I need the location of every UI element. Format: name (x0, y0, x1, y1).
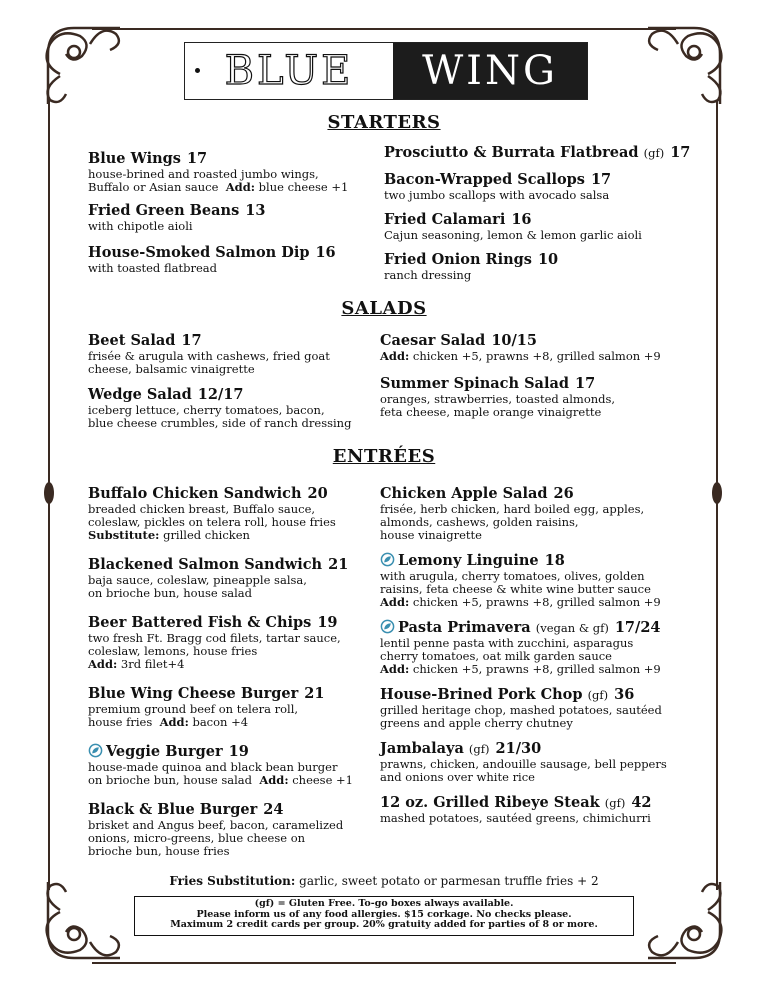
item-price: 21 (304, 685, 325, 702)
item-name: Bacon-Wrapped Scallops (384, 171, 585, 188)
item-desc: Buffalo or Asian sauce (88, 180, 219, 194)
item-desc: with chipotle aioli (88, 219, 193, 233)
menu-item (88, 614, 353, 671)
menu-item (88, 485, 353, 542)
menu-item (88, 801, 353, 858)
item-price: 16 (315, 244, 336, 261)
item-name: Beet Salad (88, 332, 176, 349)
item-price: 17 (590, 171, 612, 188)
section-title-salads: SALADS (341, 298, 427, 319)
item-price: 17 (670, 144, 691, 161)
item-price: 21 (328, 556, 349, 573)
item-desc: greens and apple cherry chutney (380, 716, 573, 730)
item-name: House-Brined Pork Chop (380, 686, 583, 703)
menu-item (88, 202, 348, 233)
menu-item (380, 375, 661, 419)
item-note: (vegan & gf) (535, 621, 609, 635)
item-note: (gf) (468, 742, 490, 756)
item-price: 36 (614, 686, 635, 703)
item-desc: with arugula, cherry tomatoes, olives, golden (380, 569, 645, 583)
leaf-icon (380, 552, 395, 567)
footer-notice (134, 896, 634, 936)
fries-text: garlic, sweet potato or parmesan truffle fries + 2 (299, 874, 599, 888)
item-desc: frisée, herb chicken, hard boiled egg, apples, (380, 502, 645, 516)
corner-flourish-icon-bottom-left (30, 880, 122, 972)
frame-top-line (92, 28, 676, 30)
item-desc: iceberg lettuce, cherry tomatoes, bacon, (88, 403, 325, 417)
logo-dot (195, 68, 200, 73)
logo-left-panel (185, 43, 393, 99)
item-desc: on brioche bun, house salad (88, 586, 252, 600)
item-desc: Cajun seasoning, lemon & lemon garlic aioli (384, 228, 642, 242)
item-desc: premium ground beef on telera roll, (88, 702, 299, 716)
item-price: 13 (245, 202, 266, 219)
corner-flourish-icon-bottom-right (646, 880, 738, 972)
item-name: Veggie Burger (106, 743, 223, 760)
footer-line: (gf) = Gluten Free. To-go boxes always available. (254, 898, 514, 909)
item-desc: coleslaw, pickles on telera roll, house fries (88, 515, 336, 529)
item-name: Jambalaya (380, 740, 464, 757)
menu-item (88, 743, 353, 787)
item-price: 17 (186, 150, 208, 167)
item-name: Chicken Apple Salad (380, 485, 548, 502)
footer-line: Please inform us of any food allergies. $15 corkage. No checks please. (196, 908, 572, 920)
item-name: Black & Blue Burger (88, 801, 258, 818)
add-text: bacon +4 (192, 715, 249, 729)
item-desc: with toasted flatbread (88, 261, 217, 275)
item-price: 20 (307, 485, 328, 502)
item-price: 26 (553, 485, 574, 502)
fries-substitution (0, 874, 768, 888)
add-label: Add: (159, 715, 189, 729)
footer-line: Maximum 2 credit cards per group. 20% gratuity added for parties of 8 or more. (170, 919, 598, 930)
menu-item (88, 150, 348, 194)
leaf-icon (380, 619, 395, 634)
item-desc: grilled heritage chop, mashed potatoes, sautéed (380, 703, 662, 717)
item-price: 10 (537, 251, 559, 268)
item-name: Blue Wing Cheese Burger (88, 685, 299, 702)
item-desc: cheese, balsamic vinaigrette (88, 362, 255, 376)
item-price: 21/30 (495, 740, 542, 757)
add-text: blue cheese +1 (258, 180, 349, 194)
item-name: Caesar Salad (380, 332, 486, 349)
item-desc: baja sauce, coleslaw, pineapple salsa, (88, 573, 307, 587)
menu-item (88, 685, 353, 729)
item-name: 12 oz. Grilled Ribeye Steak (380, 794, 600, 811)
add-label: Add: (88, 657, 118, 671)
substitute-text: grilled chicken (163, 528, 250, 542)
item-name: Blue Wings (88, 150, 181, 167)
item-desc: brisket and Angus beef, bacon, caramelized (88, 818, 344, 832)
starters-left-column (88, 150, 348, 275)
item-desc: on brioche bun, house salad (88, 773, 252, 787)
item-price: 17/24 (614, 619, 661, 636)
item-desc: house-brined and roasted jumbo wings, (88, 167, 319, 181)
item-name: Fried Calamari (384, 211, 506, 228)
item-desc: lentil penne pasta with zucchini, asparagus (380, 636, 634, 650)
item-desc: oranges, strawberries, toasted almonds, (380, 392, 616, 406)
frame-left-notch (44, 482, 54, 504)
item-name: Beer Battered Fish & Chips (88, 614, 312, 631)
item-desc: onions, micro-greens, blue cheese on (88, 831, 306, 845)
salads-left-column (88, 332, 351, 430)
menu-item (88, 244, 348, 275)
add-text: chicken +5, prawns +8, grilled salmon +9 (412, 595, 661, 609)
item-price: 42 (631, 794, 652, 811)
item-desc: breaded chicken breast, Buffalo sauce, (88, 502, 316, 516)
item-desc: two fresh Ft. Bragg cod filets, tartar sauce, (88, 631, 341, 645)
logo-right-panel (393, 43, 587, 99)
item-desc: and onions over white rice (380, 770, 535, 784)
add-text: cheese +1 (292, 773, 353, 787)
entrees-right-column (380, 485, 667, 825)
item-price: 16 (511, 211, 532, 228)
logo-word-blue: BLUE (224, 48, 354, 94)
item-name: Lemony Linguine (398, 552, 539, 569)
menu-item (380, 552, 667, 609)
logo-word-wing: WING (422, 48, 558, 94)
corner-flourish-icon-top-right (646, 14, 738, 106)
entrees-left-column (88, 485, 353, 858)
item-desc: mashed potatoes, sautéed greens, chimichurri (380, 811, 651, 825)
item-price: 17 (181, 332, 202, 349)
item-name: Summer Spinach Salad (380, 375, 569, 392)
item-price: 10/15 (491, 332, 537, 349)
add-label: Add: (225, 180, 255, 194)
item-desc: cherry tomatoes, oat milk garden sauce (380, 649, 612, 663)
item-desc: raisins, feta cheese & white wine butter sauce (380, 582, 651, 596)
item-price: 24 (263, 801, 284, 818)
item-desc: house vinaigrette (380, 528, 482, 542)
item-desc: feta cheese, maple orange vinaigrette (380, 405, 602, 419)
item-desc: coleslaw, lemons, house fries (88, 644, 258, 658)
item-name: Buffalo Chicken Sandwich (88, 485, 302, 502)
frame-bottom-line (92, 962, 676, 964)
menu-item (380, 485, 667, 542)
item-note: (gf) (604, 796, 626, 810)
add-text: 3rd filet+4 (120, 657, 185, 671)
menu-item (384, 144, 690, 162)
frame-right-notch (712, 482, 722, 504)
item-name: Fried Onion Rings (384, 251, 532, 268)
menu-item (380, 794, 667, 825)
item-name: Pasta Primavera (398, 619, 531, 636)
section-title-entrees: ENTRÉES (332, 446, 436, 467)
add-text: chicken +5, prawns +8, grilled salmon +9 (412, 662, 661, 676)
item-price: 12/17 (197, 386, 244, 403)
corner-flourish-icon-top-left (30, 14, 122, 106)
restaurant-logo (184, 42, 588, 100)
item-price: 19 (317, 614, 338, 631)
item-desc: two jumbo scallops with avocado salsa (384, 188, 610, 202)
menu-item (384, 171, 690, 202)
menu-item (88, 556, 353, 600)
menu-item (88, 386, 351, 430)
item-name: House-Smoked Salmon Dip (88, 244, 310, 261)
item-desc: house-made quinoa and black bean burger (88, 760, 338, 774)
add-label: Add: (259, 773, 289, 787)
item-name: Fried Green Beans (88, 202, 240, 219)
item-desc: brioche bun, house fries (88, 844, 230, 858)
menu-item (384, 251, 690, 282)
add-text: chicken +5, prawns +8, grilled salmon +9 (412, 349, 661, 363)
item-name: Wedge Salad (88, 386, 192, 403)
add-label: Add: (380, 595, 410, 609)
item-price: 17 (575, 375, 596, 392)
menu-item (384, 211, 690, 242)
fries-label: Fries Substitution: (169, 874, 296, 888)
item-desc: frisée & arugula with cashews, fried goat (88, 349, 330, 363)
item-desc: prawns, chicken, andouille sausage, bell peppers (380, 757, 667, 771)
item-price: 19 (228, 743, 249, 760)
leaf-icon (88, 743, 103, 758)
item-desc: house fries (88, 715, 153, 729)
item-desc: almonds, cashews, golden raisins, (380, 515, 579, 529)
item-note: (gf) (587, 688, 609, 702)
menu-item (380, 686, 667, 730)
item-name: Prosciutto & Burrata Flatbread (384, 144, 639, 161)
add-label: Add: (380, 662, 410, 676)
item-desc: ranch dressing (384, 268, 472, 282)
menu-item (380, 740, 667, 784)
salads-right-column (380, 332, 661, 419)
section-title-starters: STARTERS (327, 112, 441, 133)
item-price: 18 (544, 552, 565, 569)
substitute-label: Substitute: (88, 528, 160, 542)
menu-item (380, 619, 667, 676)
starters-right-column (384, 144, 690, 282)
menu-item (88, 332, 351, 376)
item-name: Blackened Salmon Sandwich (88, 556, 323, 573)
item-note: (gf) (643, 146, 665, 160)
add-label: Add: (380, 349, 410, 363)
item-desc: blue cheese crumbles, side of ranch dressing (88, 416, 352, 430)
menu-item (380, 332, 661, 363)
